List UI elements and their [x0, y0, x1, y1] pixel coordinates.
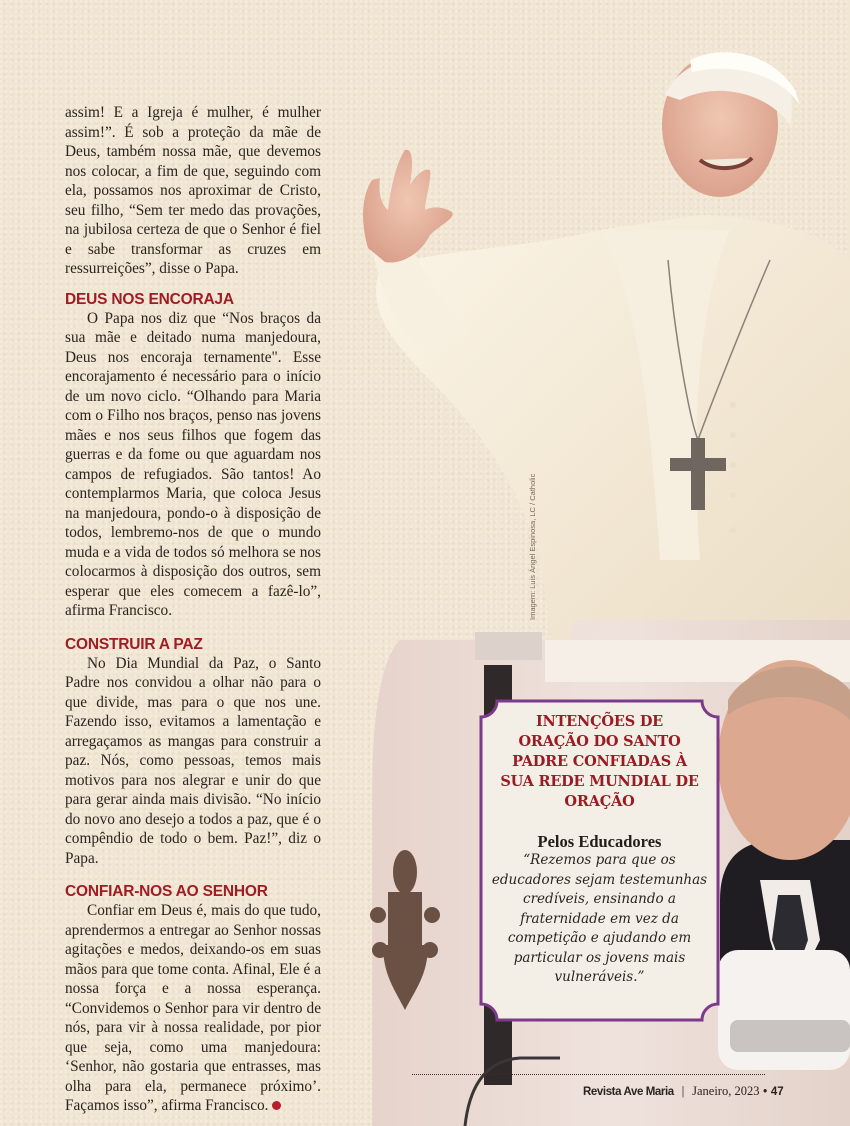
section-body: O Papa nos diz que “Nos braços da sua mãe e deitado numa manjedoura, Deus nos encoraja ternamente". Esse encorajamento é necessário para o início de um novo ciclo. “Olhando para Maria com o Filho nos braços, penso nas jovens mães e nos seus filhos que fogem das guerras e da fome ou que aguardam nos campos de refugiados. São tantos! Ao contemplarmos Maria, que coloca Jesus na manjedoura, pondo-o à disposição de todos, lembremo-nos de que o mundo muda e a vida de todos só melhora se nos colocarmos à disposição dos outros, sem esperar que eles comecem a fazê-lo”, afirma Francisco. [65, 309, 321, 619]
pope-figure [363, 52, 850, 700]
magazine-name: Revista Ave Maria [583, 1086, 674, 1098]
prayer-box [479, 712, 720, 988]
section-body: Confiar em Deus é, mais do que tudo, aprendermos a entregar ao Senhor nossas agitações e medos, deixando-os em suas mãos para que tome conta. Afinal, Ele é a nossa força e a nossa esperança. “Convidemos o Senhor para vir dentro de nós, para vir à nossa realidade, por pior que seja, como uma manjedoura: ‘Senhor, não gostaria que entrasses, mas olha para ela, permanece próximo’. Façamos isso”, afirma Francisco. [65, 902, 321, 1114]
intro-paragraph: assim! E a Igreja é mulher, é mulher assim!”. É sob a proteção da mãe de Deus, também nossa mãe, que devemos nos colocar, a fim de que, seguindo com ela, possamos nos aproximar de Cristo, seu filho, “Sem ter medo das provações, na jubilosa certeza de que o Senhor é fiel e sabe transformar as cruzes em ressurreições”, disse o Papa. [65, 104, 321, 277]
section-body-wrap [65, 901, 321, 1116]
section-construir-a-paz [65, 635, 321, 869]
prayer-box-quote: “Rezemos para que os educadores sejam testemunhas credíveis, ensinando a fraternidade em vez da competição e ajudando em particular os jovens mais vulneráveis.” [491, 852, 708, 985]
page-footer [583, 1084, 784, 1099]
issue-date: Janeiro, 2023 [692, 1084, 760, 1098]
second-man [718, 660, 850, 1070]
section-heading: DEUS NOS ENCORAJA [65, 290, 234, 308]
photo-credit: Imagem: Luis Ángel Espinosa, LC / Catholic [528, 473, 537, 620]
section-heading: CONSTRUIR A PAZ [65, 635, 203, 653]
footer-bullet: • [763, 1086, 768, 1098]
section-body: No Dia Mundial da Paz, o Santo Padre nos convidou a olhar não para o que divide, mas para o que nos une. Fazendo isso, evitamos a lamentação e arregaçamos as mangas para construir a paz. Nós, como pessoas, temos mais motivos para nos alegrar e unir do que para gerar ainda mais divisão. “No início do novo ano desejo a todos a paz, que é o compêndio de todo o bem. Paz!”, diz o Papa. [65, 654, 321, 867]
footer-separator: | [681, 1086, 685, 1098]
article-column [65, 103, 321, 1116]
section-deus-nos-encoraja [65, 290, 321, 621]
section-heading: CONFIAR-NOS AO SENHOR [65, 883, 268, 900]
prayer-box-title: INTENÇÕES DE ORAÇÃO DO SANTO PADRE CONFIADAS À SUA REDE MUNDIAL DE ORAÇÃO [500, 713, 699, 810]
end-mark-icon [272, 1101, 281, 1110]
footer-divider [412, 1074, 765, 1075]
section-confiar-nos-ao-senhor [65, 882, 321, 1116]
page-number: 47 [770, 1086, 784, 1098]
prayer-box-subtitle: Pelos Educadores [537, 832, 662, 851]
